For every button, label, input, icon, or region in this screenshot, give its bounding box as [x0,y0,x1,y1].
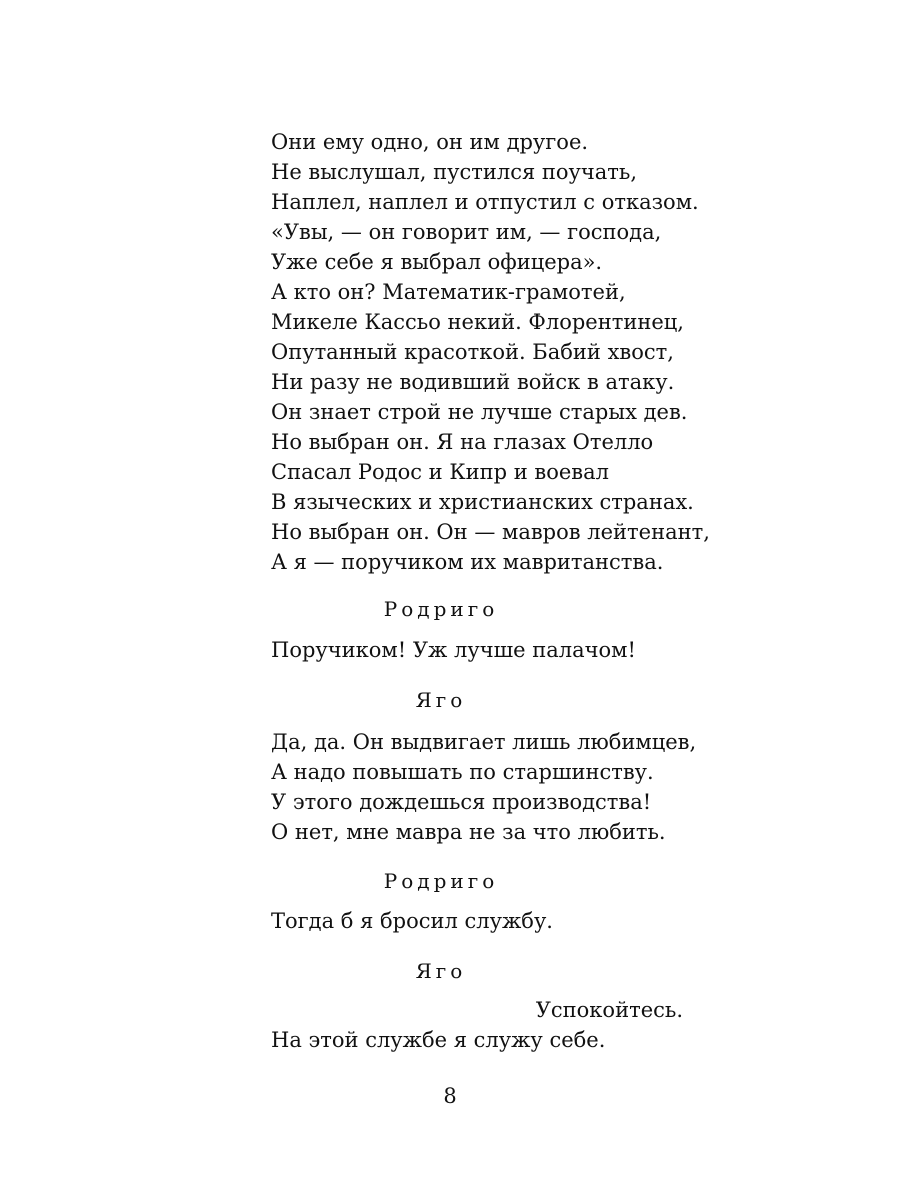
verse-line: Уже себе я выбрал офицера». [271,250,603,274]
verse-line: Он знает строй не лучше старых дев. [271,400,688,424]
indented-verse-line: Успокойтесь. [535,998,683,1022]
stanza-iago-monologue [271,127,791,577]
verse-line: В языческих и христианских странах. [271,490,694,514]
speaker-name: Яго [415,959,467,983]
page-number: 8 [443,1084,457,1108]
verse-line: Но выбран он. Я на глазах Отелло [271,430,654,454]
verse-line: Но выбран он. Он — мавров лейтенант, [271,520,710,544]
speaker-name: Яго [415,688,467,712]
verse-line: А надо повышать по старшинству. [271,760,654,784]
speaker-name: Родриго [383,597,499,621]
verse-line: На этой службе я служу себе. [271,1028,606,1052]
verse-line: Наплел, наплел и отпустил с отказом. [271,190,699,214]
verse-line: Тогда б я бросил службу. [271,909,553,933]
verse-line: О нет, мне мавра не за что любить. [271,820,666,844]
stanza-roderigo-second-reply [271,906,791,936]
verse-line: А кто он? Математик-грамотей, [271,280,626,304]
verse-line: Спасал Родос и Кипр и воевал [271,460,609,484]
verse-line: Ни разу не водивший войск в атаку. [271,370,675,394]
verse-line: Микеле Кассьо некий. Флорентинец, [271,310,684,334]
stanza-roderigo-reply [271,635,791,665]
speaker-name: Родриго [383,869,499,893]
verse-line: Поручиком! Уж лучше палачом! [271,638,636,662]
stanza-iago-reply [271,727,791,847]
verse-line: Они ему одно, он им другое. [271,130,589,154]
verse-line: У этого дождешься производства! [271,790,652,814]
verse-line: А я — поручиком их мавританства. [271,550,664,574]
verse-line: Да, да. Он выдвигает лишь любимцев, [271,730,697,754]
verse-line: Опутанный красоткой. Бабий хвост, [271,340,674,364]
verse-line: Не выслушал, пустился поучать, [271,160,638,184]
stanza-iago-final [271,1025,791,1055]
verse-line: «Увы, — он говорит им, — господа, [271,220,662,244]
